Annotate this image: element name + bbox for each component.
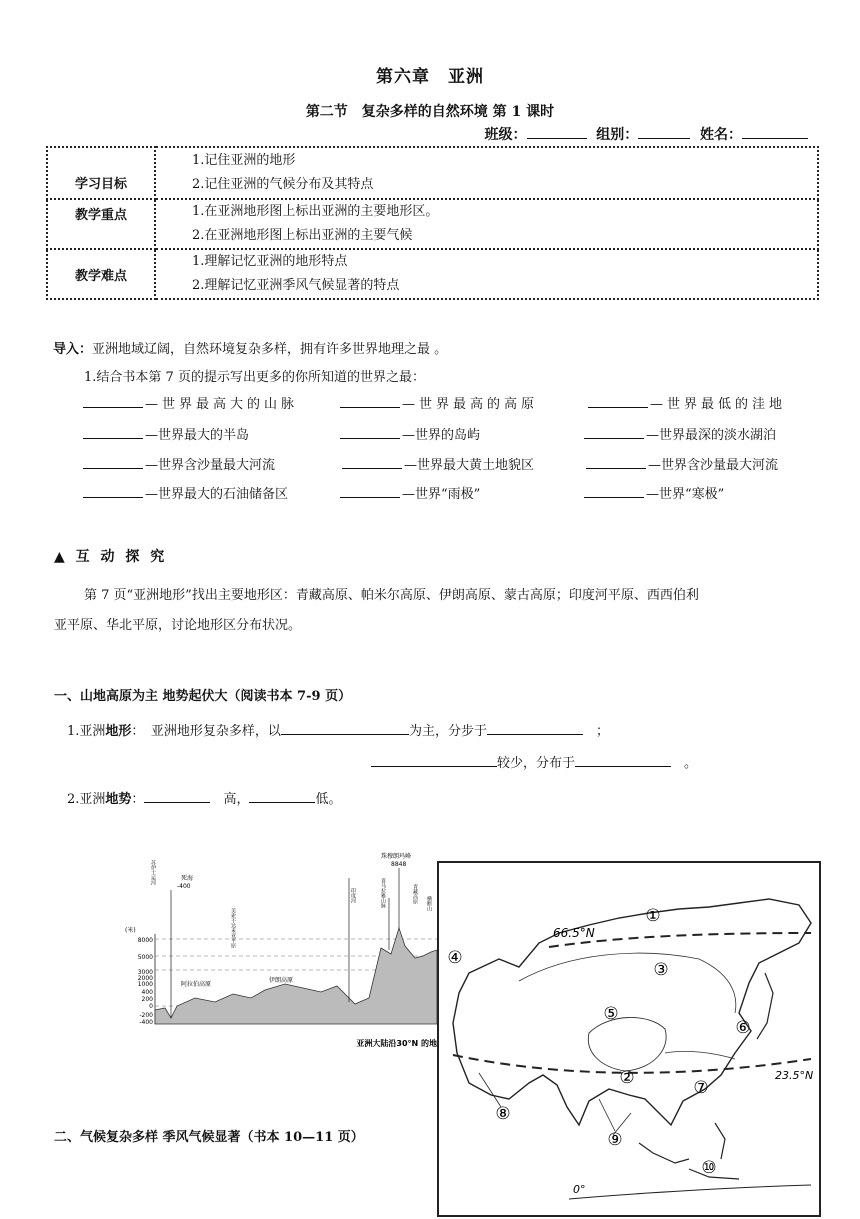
record-item: —世界最低的洼地 <box>588 393 786 412</box>
key-point-item: 1.在亚洲地形图上标出亚洲的主要地形区。 <box>192 204 439 219</box>
difficulty-content <box>155 249 818 299</box>
answer-blank[interactable] <box>144 789 210 803</box>
answer-blank[interactable] <box>584 485 644 498</box>
answer-blank[interactable] <box>340 395 400 408</box>
answer-blank[interactable] <box>588 395 648 408</box>
terrain-question-cont: 较少，分布于 。 <box>371 752 697 771</box>
ytick-label: 400 <box>141 989 153 996</box>
asia-outline-map <box>437 861 821 1217</box>
table-row <box>47 249 818 299</box>
intro-question: 1.结合书本第 7 页的提示写出更多的你所知道的世界之最： <box>84 370 425 385</box>
difficulty-label: 教学难点 <box>47 249 155 299</box>
table-row <box>47 199 818 249</box>
map-marker-8: ⑧ <box>495 1104 511 1124</box>
record-item: —世界最深的淡水湖泊 <box>584 424 776 443</box>
map-marker-4: ④ <box>447 948 463 968</box>
key-point-content <box>155 199 818 249</box>
suez-label: 苏伊士运河 <box>150 860 156 885</box>
map-marker-6: ⑥ <box>735 1018 751 1038</box>
answer-blank[interactable] <box>83 456 143 469</box>
answer-blank[interactable] <box>340 426 400 439</box>
unit-label: (米) <box>125 927 136 934</box>
group-blank[interactable] <box>638 125 690 139</box>
answer-blank[interactable] <box>249 789 315 803</box>
intro-text: 亚洲地域辽阔，自然环境复杂多样，拥有许多世界地理之最 。 <box>92 342 448 357</box>
record-item: —世界最大的石油储备区 <box>83 483 288 502</box>
arab-plateau-label: 阿拉伯高原 <box>181 981 212 988</box>
class-blank[interactable] <box>527 125 587 139</box>
part2-heading: 二、气候复杂多样 季风气候显著（书本 10—11 页） <box>54 1130 364 1145</box>
equator-label: 0° <box>573 1183 586 1196</box>
map-marker-5: ⑤ <box>603 1004 619 1024</box>
record-item: —世界“寒极” <box>584 483 724 502</box>
answer-blank[interactable] <box>83 426 143 439</box>
table-row <box>47 147 818 199</box>
ytick-label: 1000 <box>137 981 153 988</box>
record-item: —世界最高大的山脉 <box>83 393 298 412</box>
terrain-profile-shape <box>155 928 437 1024</box>
answer-blank[interactable] <box>340 485 400 498</box>
dead-sea-label: 死海 <box>181 875 194 882</box>
answer-blank[interactable] <box>575 753 671 767</box>
group-label: 组别： <box>596 127 639 143</box>
objective-item: 1.记住亚洲的地形 <box>192 153 296 168</box>
answer-blank[interactable] <box>584 426 644 439</box>
intro-label: 导入： <box>53 342 93 357</box>
map-marker-7: ⑦ <box>693 1078 709 1098</box>
elevation-profile-figure <box>125 838 437 1068</box>
answer-blank[interactable] <box>487 721 583 735</box>
answer-blank[interactable] <box>83 395 143 408</box>
explore-text-2: 亚平原、华北平原，讨论地形区分布状况。 <box>54 618 302 633</box>
record-item: —世界最大的半岛 <box>83 424 249 443</box>
answer-blank[interactable] <box>371 753 497 767</box>
explore-heading: ▲ 互 动 探 究 <box>54 549 168 565</box>
explore-text-1: 第 7 页“亚洲地形”找出主要地形区：青藏高原、帕米尔高原、伊朗高原、蒙古高原；印度河平原、西西伯利 <box>84 588 699 603</box>
map-marker-9: ⑨ <box>607 1130 623 1150</box>
tibet-label: 青藏高原 <box>412 884 418 904</box>
tropic-label: 23.5°N <box>775 1069 814 1082</box>
terrain-question: 1.亚洲地形： 亚洲地形复杂多样，以 为主，分步于 ； <box>67 720 609 739</box>
section-title: 第二节 复杂多样的自然环境 第 1 课时 <box>305 104 555 120</box>
dead-sea-height: -400 <box>177 883 191 890</box>
class-label: 班级： <box>484 127 527 143</box>
record-item: —世界“雨极” <box>340 483 480 502</box>
peak-label: 珠穆朗玛峰 <box>381 853 412 860</box>
record-item: —世界最大黄土地貌区 <box>342 454 534 473</box>
difficulty-item: 2.理解记忆亚洲季风气候显著的特点 <box>192 278 400 293</box>
record-item: —世界最高的高原 <box>340 393 538 412</box>
answer-blank[interactable] <box>281 721 409 735</box>
ytick-label: 200 <box>141 996 153 1003</box>
objective-item: 2.记住亚洲的气候分布及其特点 <box>192 177 374 192</box>
ytick-label: 2000 <box>137 975 153 982</box>
ytick-label: 5000 <box>137 954 153 961</box>
student-info-line <box>485 124 809 144</box>
iran-plateau-label: 伊朗高原 <box>269 977 294 984</box>
page-title: 第六章 亚洲 <box>376 67 484 87</box>
map-marker-3: ③ <box>653 960 669 980</box>
ytick-label: 8000 <box>137 937 153 944</box>
part1-heading: 一、山地高原为主 地势起伏大（阅读书本 7-9 页） <box>54 689 352 704</box>
intro-line <box>53 338 447 357</box>
ytick-label: -400 <box>139 1019 153 1026</box>
name-label: 姓名： <box>700 127 742 143</box>
arctic-circle-label: 66.5°N <box>553 926 595 940</box>
record-item: —世界含沙量最大河流 <box>586 454 778 473</box>
objective-content <box>155 147 818 199</box>
elevation-question: 2.亚洲地势： 高， 低。 <box>67 788 341 807</box>
indus-label: 印度河 <box>350 888 356 903</box>
answer-blank[interactable] <box>586 456 646 469</box>
map-marker-2: ② <box>619 1068 635 1088</box>
objective-label: 学习目标 <box>47 147 155 199</box>
peak-height: 8848 <box>391 861 407 868</box>
answer-blank[interactable] <box>83 485 143 498</box>
ytick-label: 3000 <box>137 969 153 976</box>
key-point-label: 教学重点 <box>47 199 155 249</box>
objectives-table <box>46 146 819 300</box>
map-marker-1: ① <box>645 906 661 926</box>
ytick-label: 0 <box>149 1003 153 1010</box>
hengduan-label: 横断山 <box>426 896 432 911</box>
key-point-item: 2.在亚洲地形图上标出亚洲的主要气候 <box>192 228 413 243</box>
himalaya-label: 喜马拉雅山脉 <box>380 878 386 908</box>
profile-caption: 亚洲大陆沿30°N 的地 <box>356 1039 437 1048</box>
mesopotamia-label: 美索不达米亚平原 <box>230 908 236 948</box>
name-blank[interactable] <box>742 125 808 139</box>
answer-blank[interactable] <box>342 456 402 469</box>
difficulty-item: 1.理解记忆亚洲的地形特点 <box>192 254 348 269</box>
record-item: —世界的岛屿 <box>340 424 480 443</box>
record-item: —世界含沙量最大河流 <box>83 454 275 473</box>
map-marker-10: ⑩ <box>701 1158 717 1178</box>
ytick-label: -200 <box>139 1012 153 1019</box>
